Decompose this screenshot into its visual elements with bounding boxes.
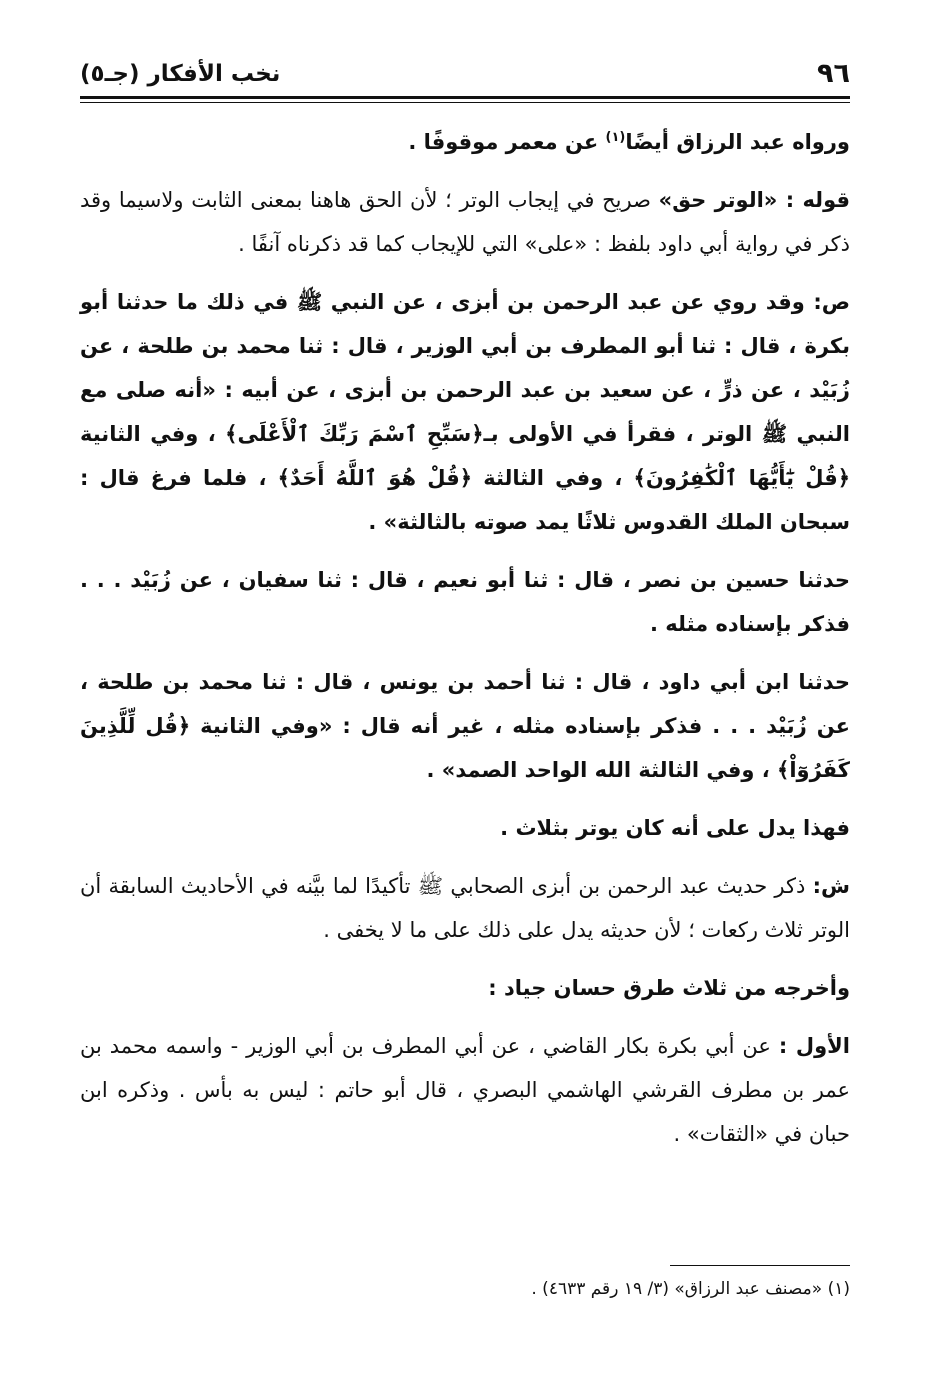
header-rule — [80, 96, 850, 99]
paragraph-2 — [80, 178, 850, 266]
paragraph-6: فهذا يدل على أنه كان يوتر بثلاث . — [500, 816, 850, 840]
paragraph-3: ص: وقد روي عن عبد الرحمن بن أبزى ، عن النبي ﷺ في ذلك ما حدثنا أبو بكرة ، قال : ثنا أبو المطرف بن أبي الوزير ، قال : ثنا محمد بن طلحة ، عن زُبَيْد ، عن ذرٍّ ، عن سعيد بن عبد الرحمن بن أبزى ، عن أبيه : «أنه صلى مع النبي ﷺ الوتر ، فقرأ في الأولى بـ﴿سَبِّحِ ٱسْمَ رَبِّكَ ٱلْأَعْلَى﴾ ، وفي الثانية ﴿قُلْ يَٰٓأَيُّهَا ٱلْكَٰفِرُونَ﴾ ، وفي الثالثة ﴿قُلْ هُوَ ٱللَّهُ أَحَدٌ﴾ ، فلما فرغ قال : سبحان الملك القدوس ثلاثًا يمد صوته بالثالثة» . — [80, 290, 850, 534]
paragraph-7-text: ذكر حديث عبد الرحمن بن أبزى الصحابي ﷺ تأكيدًا لما بيَّنه في الأحاديث السابقة أن الوتر ثلاث ركعات ؛ لأن حديثه يدل على ذلك على ما لا يخفى . — [80, 874, 850, 942]
footnote-ref: (١) — [605, 130, 626, 145]
book-title: نخب الأفكار (جـ٥) — [80, 61, 281, 87]
header-rule-thin — [80, 102, 850, 103]
page-body — [80, 120, 850, 1170]
paragraph-1-text-after: عن معمر موقوفًا . — [408, 130, 606, 154]
footnote-separator — [670, 1265, 850, 1266]
paragraph-2-lead: قوله : «الوتر حق» — [658, 188, 850, 212]
paragraph-9 — [80, 1024, 850, 1156]
page-header — [80, 56, 850, 96]
paragraph-9-text: عن أبي بكرة بكار القاضي ، عن أبي المطرف بن أبي الوزير - واسمه محمد بن عمر بن مطرف القرشي الهاشمي البصري ، قال أبو حاتم : ليس به بأس . وذكره ابن حبان في «الثقات» . — [80, 1034, 850, 1146]
footnote: (١) «مصنف عبد الرزاق» (٣/ ١٩ رقم ٤٦٣٣) . — [531, 1279, 850, 1299]
paragraph-1-text: ورواه عبد الرزاق أيضًا — [625, 130, 850, 154]
paragraph-4: حدثنا حسين بن نصر ، قال : ثنا أبو نعيم ، قال : ثنا سفيان ، عن زُبَيْد . . . فذكر بإسناده مثله . — [80, 568, 850, 636]
paragraph-5: حدثنا ابن أبي داود ، قال : ثنا أحمد بن يونس ، قال : ثنا محمد بن طلحة ، عن زُبَيْد . . . فذكر بإسناده مثله ، غير أنه قال : «وفي الثانية ﴿قُل لِّلَّذِينَ كَفَرُوٓاْ﴾ ، وفي الثالثة الله الواحد الصمد» . — [80, 670, 850, 782]
paragraph-8: وأخرجه من ثلاث طرق حسان جياد : — [488, 976, 850, 1000]
paragraph-2-text: صريح في إيجاب الوتر ؛ لأن الحق هاهنا بمعنى الثابت ولاسيما وقد ذكر في رواية أبي داود بلفظ : «على» التي للإيجاب كما قد ذكرناه آنفًا . — [80, 188, 850, 256]
paragraph-9-lead: الأول : — [778, 1034, 850, 1058]
paragraph-1 — [80, 120, 850, 164]
page-number: ٩٦ — [817, 58, 850, 89]
paragraph-7-lead: ش: — [812, 874, 850, 898]
paragraph-7 — [80, 864, 850, 952]
